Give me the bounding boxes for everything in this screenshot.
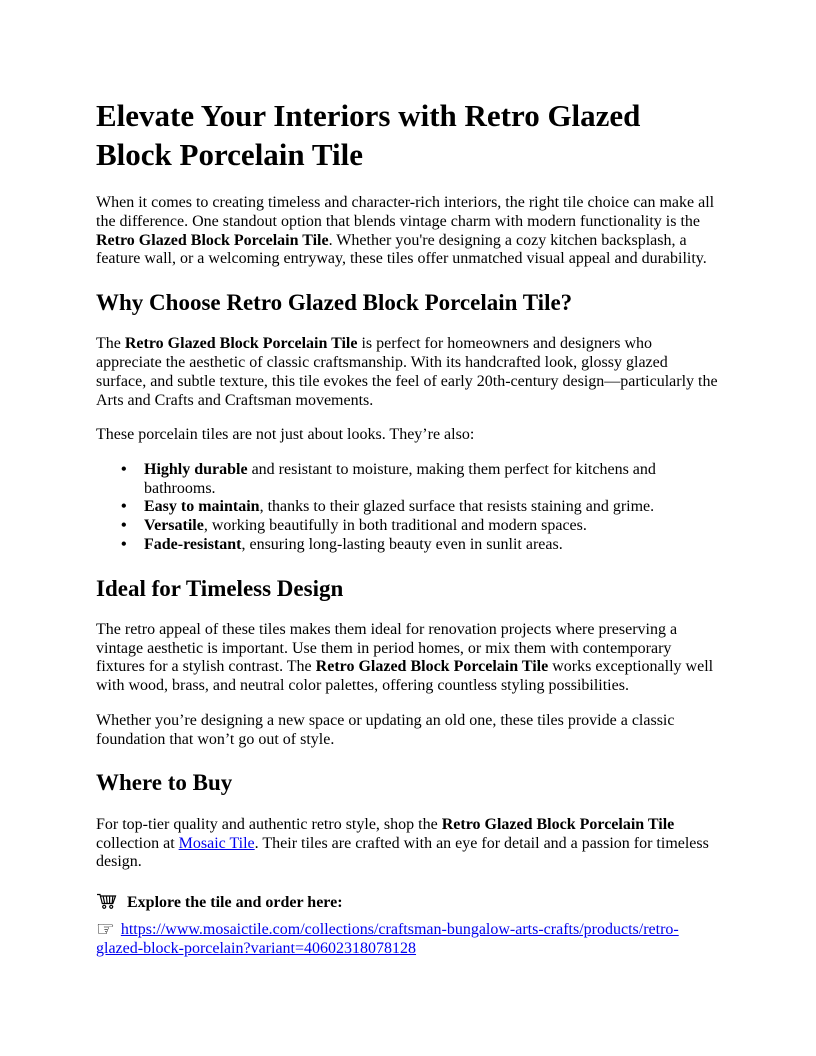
text-run: is perfect for homeowners and designers who appreciate the aesthetic of classic craftsmanship. With its handcrafted look, glossy glazed surface, and subtle texture, this tile evokes the feel of early 20th-century design—particularly the Arts and Crafts and Craftsman movements. xyxy=(96,335,718,409)
text-run: The retro appeal of these tiles makes them ideal for renovation projects where preserving a vintage aesthetic is important. Use them in period homes, or mix them with contemporary fixtures for a stylish contrast. The xyxy=(96,621,678,676)
shopping-cart-icon xyxy=(96,892,118,910)
text-run: , thanks to their glazed surface that resists staining and grime. xyxy=(259,498,655,516)
text-run: Retro Glazed Block Porcelain Tile xyxy=(441,815,675,833)
intro-paragraph xyxy=(96,194,720,269)
why-paragraph-1 xyxy=(96,335,720,410)
document-content xyxy=(96,96,720,958)
ideal-paragraph-2 xyxy=(96,712,720,749)
text-run: Whether you’re designing a new space or updating an old one, these tiles provide a classic foundation that won’t go out of style. xyxy=(96,711,675,748)
text-run: . Their tiles are crafted with an eye for detail and a passion for timeless design. xyxy=(96,834,709,871)
text-run: Retro Glazed Block Porcelain Tile xyxy=(96,231,329,249)
pointing-finger-icon: ☞ xyxy=(96,916,115,941)
section-heading-timeless-design: Ideal for Timeless Design xyxy=(96,575,344,601)
text-run: Fade-resistant xyxy=(144,535,242,553)
list-item xyxy=(96,517,720,536)
text-run: Versatile xyxy=(144,517,204,535)
cta-label: Explore the tile and order here: xyxy=(127,893,343,911)
text-run: collection at xyxy=(96,834,179,852)
order-url-link[interactable]: https://www.mosaictile.com/collections/craftsman-bungalow-arts-crafts/products/retro-glazed-block-porcelain?variant=40602318078128 xyxy=(96,920,679,957)
ideal-paragraph-1 xyxy=(96,621,720,696)
cta-line xyxy=(96,892,720,913)
text-run: works exceptionally well with wood, brass, and neutral color palettes, offering countless styling possibilities. xyxy=(96,658,714,695)
benefits-list xyxy=(96,461,720,555)
text-run: , ensuring long-lasting beauty even in sunlit areas. xyxy=(241,535,563,553)
section-heading-where-to-buy: Where to Buy xyxy=(96,770,233,796)
text-run: These porcelain tiles are not just about looks. They’re also: xyxy=(96,426,475,444)
text-run: Retro Glazed Block Porcelain Tile xyxy=(124,335,358,353)
document-title: Elevate Your Interiors with Retro Glazed Block Porcelain Tile xyxy=(96,98,641,173)
text-run: The xyxy=(96,335,125,353)
text-run: and resistant to moisture, making them perfect for kitchens and bathrooms. xyxy=(144,461,656,497)
buy-paragraph xyxy=(96,816,720,872)
text-run: Easy to maintain xyxy=(144,498,260,516)
text-run: When it comes to creating timeless and character-rich interiors, the right tile choice can make all the difference. One standout option that blends vintage charm with modern functionality is the xyxy=(96,194,715,230)
section-heading-why-choose: Why Choose Retro Glazed Block Porcelain Tile? xyxy=(96,289,573,315)
text-run: Retro Glazed Block Porcelain Tile xyxy=(315,658,549,676)
text-run: Highly durable xyxy=(144,461,248,478)
order-link-line xyxy=(96,916,720,959)
list-item xyxy=(96,461,720,498)
list-item xyxy=(96,536,720,555)
text-run: , working beautifully in both traditional and modern spaces. xyxy=(203,517,587,535)
why-paragraph-2 xyxy=(96,426,720,445)
text-run: . Whether you're designing a cozy kitchen backsplash, a feature wall, or a welcoming entryway, these tiles offer unmatched visual appeal and durability. xyxy=(96,231,707,268)
list-item xyxy=(96,498,720,517)
mosaic-tile-link[interactable]: Mosaic Tile xyxy=(178,834,255,852)
text-run: For top-tier quality and authentic retro style, shop the xyxy=(96,815,442,833)
